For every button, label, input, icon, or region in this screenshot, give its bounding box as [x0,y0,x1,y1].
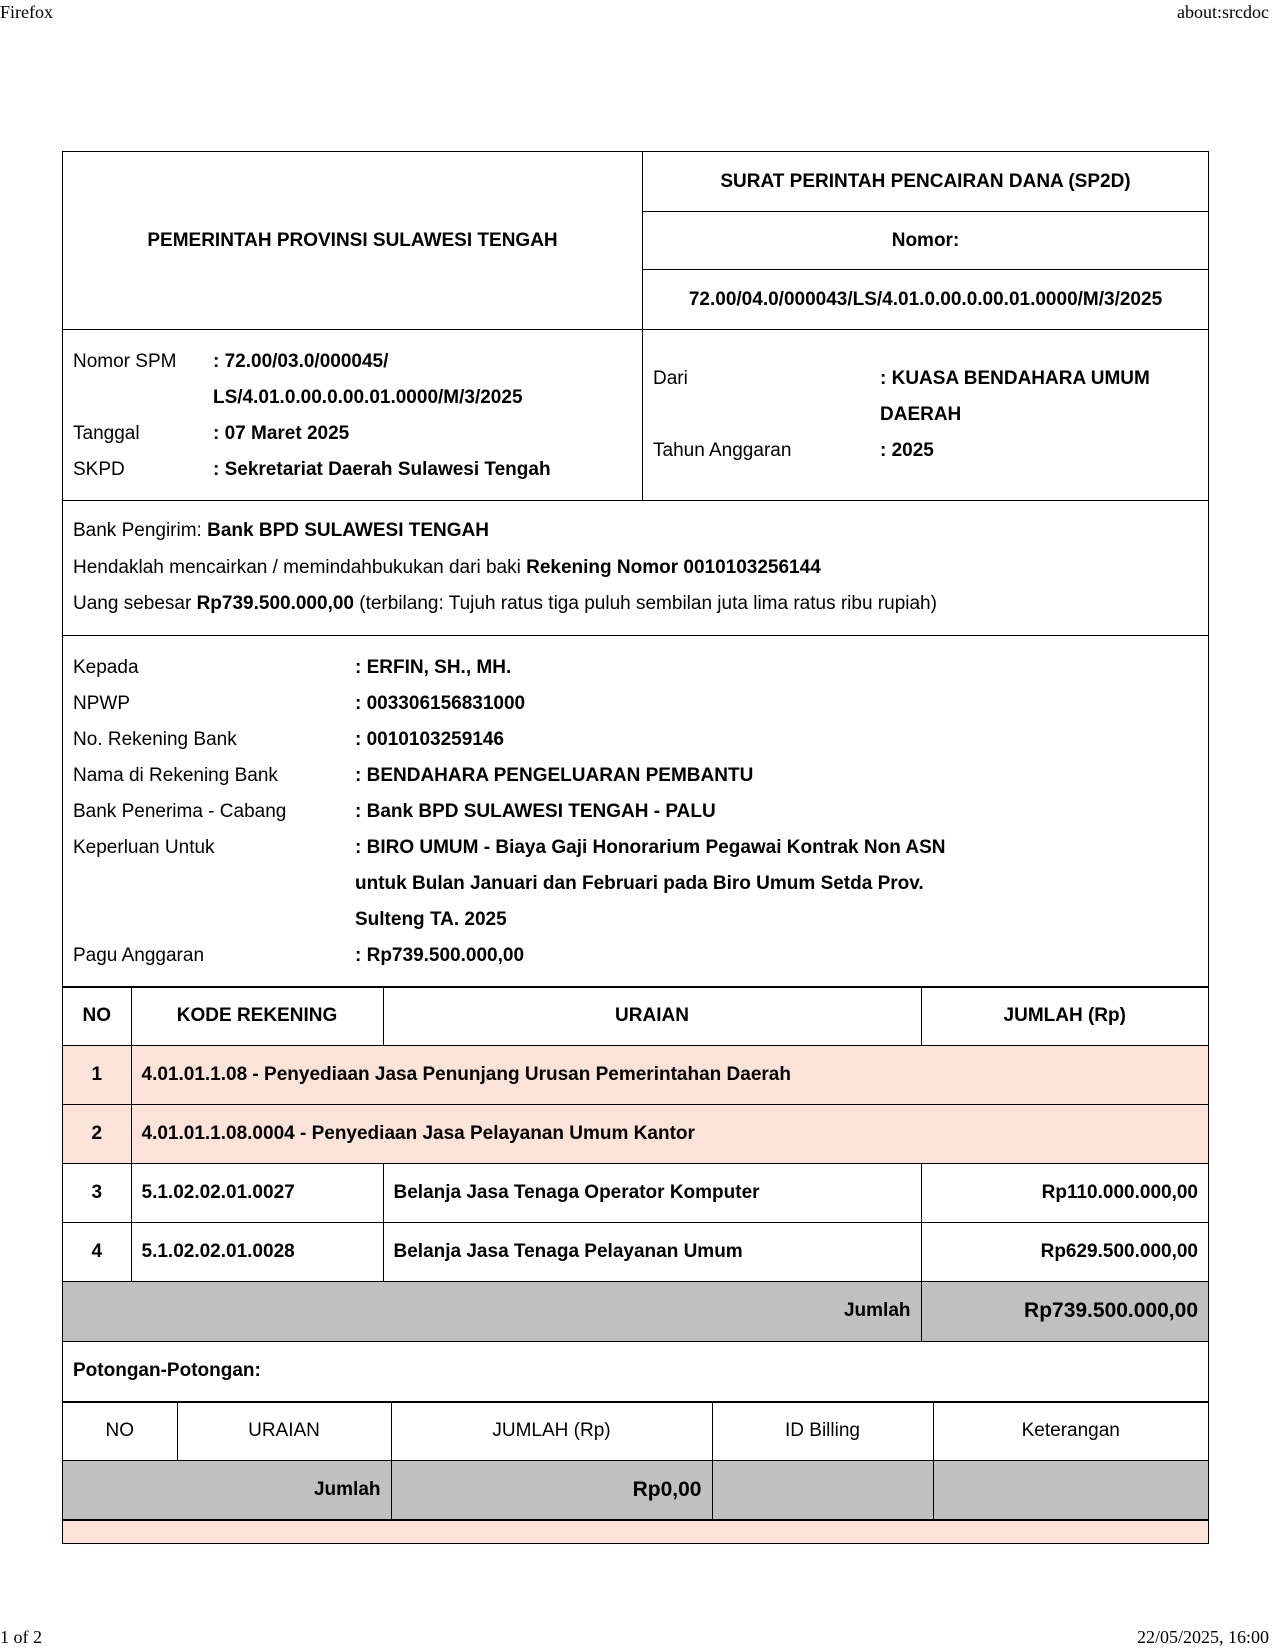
row-kode: 5.1.02.02.01.0027 [131,1164,383,1223]
pot-total-value: Rp0,00 [391,1461,712,1520]
row-no: 3 [63,1164,131,1223]
pot-total-label: Jumlah [63,1461,391,1520]
npwp-label: NPWP [73,692,130,714]
rekening-value: : 0010103259146 [355,728,504,750]
pot-col-uraian: URAIAN [177,1402,391,1461]
nama-rekening-value: : BENDAHARA PENGELUARAN PEMBANTU [355,764,754,786]
document-header [63,152,1208,330]
spm-info [63,330,1208,501]
nomor-label: Nomor: [643,211,1208,270]
table-row [63,1105,1208,1164]
pagu-label: Pagu Anggaran [73,944,205,966]
bank-penerima-value: : Bank BPD SULAWESI TENGAH - PALU [355,800,716,822]
nama-rekening-label: Nama di Rekening Bank [73,764,278,786]
table-row [63,1223,1208,1282]
page-indicator: 1 of 2 [0,1627,42,1647]
total-value: Rp739.500.000,00 [921,1282,1208,1341]
potongan-header-row [63,1402,1208,1461]
potongan-table [63,1401,1208,1521]
bank-instruction [63,501,1208,636]
pengirim-label: Bank Pengirim: [73,520,208,541]
amount-prefix: Uang sebesar [73,593,197,614]
tahun-value: : 2025 [880,440,934,461]
org-name: PEMERINTAH PROVINSI SULAWESI TENGAH [63,152,643,329]
print-datetime: 22/05/2025, 16:00 [1136,1627,1269,1647]
browser-app-name: Firefox [0,2,53,22]
dari-value: : KUASA BENDAHARA UMUM DAERAH [880,368,1150,425]
pagu-value: : Rp739.500.000,00 [355,944,525,966]
group-text: 4.01.01.1.08.0004 - Penyediaan Jasa Pelayanan Umum Kantor [131,1105,1208,1164]
row-no: 4 [63,1223,131,1282]
row-no: 1 [63,1046,131,1105]
row-no: 2 [63,1105,131,1164]
amount-words: (terbilang: Tujuh ratus tiga puluh sembilan juta lima ratus ribu rupiah) [353,593,937,614]
row-uraian: Belanja Jasa Tenaga Pelayanan Umum [383,1223,921,1282]
keperluan-label: Keperluan Untuk [73,836,215,858]
row-jumlah: Rp110.000.000,00 [921,1164,1208,1223]
pot-col-keterangan: Keterangan [933,1402,1208,1461]
total-row [63,1282,1208,1341]
skpd-label: SKPD [73,459,125,480]
table-header-row [63,987,1208,1046]
spm-label: Nomor SPM [73,351,177,372]
pengirim-value: Bank BPD SULAWESI TENGAH [207,520,489,541]
kepada-label: Kepada [73,656,139,678]
row-kode: 5.1.02.02.01.0028 [131,1223,383,1282]
table-row [63,1046,1208,1105]
col-jumlah: JUMLAH (Rp) [921,987,1208,1046]
group-text: 4.01.01.1.08 - Penyediaan Jasa Penunjang Urusan Pemerintahan Daerah [131,1046,1208,1105]
pot-col-jumlah: JUMLAH (Rp) [391,1402,712,1461]
pot-col-billing: ID Billing [712,1402,933,1461]
table-row [63,1164,1208,1223]
row-uraian: Belanja Jasa Tenaga Operator Komputer [383,1164,921,1223]
rekening-table [63,986,1208,1341]
nomor-value: 72.00/04.0/000043/LS/4.01.0.00.0.00.01.0000/M/3/2025 [688,288,1163,310]
tahun-label: Tahun Anggaran [653,440,792,461]
col-kode: KODE REKENING [131,987,383,1046]
document-title: SURAT PERINTAH PENCAIRAN DANA (SP2D) [720,170,1131,192]
col-no: NO [63,987,131,1046]
keperluan-value: : BIRO UMUM - Biaya Gaji Honorarium Pegawai Kontrak Non ASN untuk Bulan Januari dan Februari pada Biro Umum Setda Prov. Sulteng TA. 2025 [355,836,946,930]
source-account: Rekening Nomor 0010103256144 [526,556,821,578]
skpd-value: : Sekretariat Daerah Sulawesi Tengah [213,459,551,480]
sp2d-document [62,151,1209,1544]
potongan-title: Potongan-Potongan: [63,1341,1208,1401]
recipient-info [63,636,1208,986]
tanggal-value: : 07 Maret 2025 [213,423,350,444]
footer-strip [63,1520,1208,1543]
row-jumlah: Rp629.500.000,00 [921,1223,1208,1282]
page-url: about:srcdoc [1177,2,1269,22]
kepada-value: : ERFIN, SH., MH. [355,656,512,678]
spm-value-2: LS/4.01.0.00.0.00.01.0000/M/3/2025 [213,387,523,408]
dari-label: Dari [653,368,688,389]
pot-col-no: NO [63,1402,177,1461]
npwp-value: : 003306156831000 [355,692,526,714]
col-uraian: URAIAN [383,987,921,1046]
bank-penerima-label: Bank Penerima - Cabang [73,800,287,822]
tanggal-label: Tanggal [73,423,140,444]
spm-value-1: : 72.00/03.0/000045/ [213,351,389,372]
rekening-label: No. Rekening Bank [73,728,237,750]
instruction-text: Hendaklah mencairkan / memindahbukukan dari baki [73,556,527,578]
potongan-total-row [63,1461,1208,1520]
amount-value: Rp739.500.000,00 [196,593,354,614]
total-label: Jumlah [63,1282,921,1341]
